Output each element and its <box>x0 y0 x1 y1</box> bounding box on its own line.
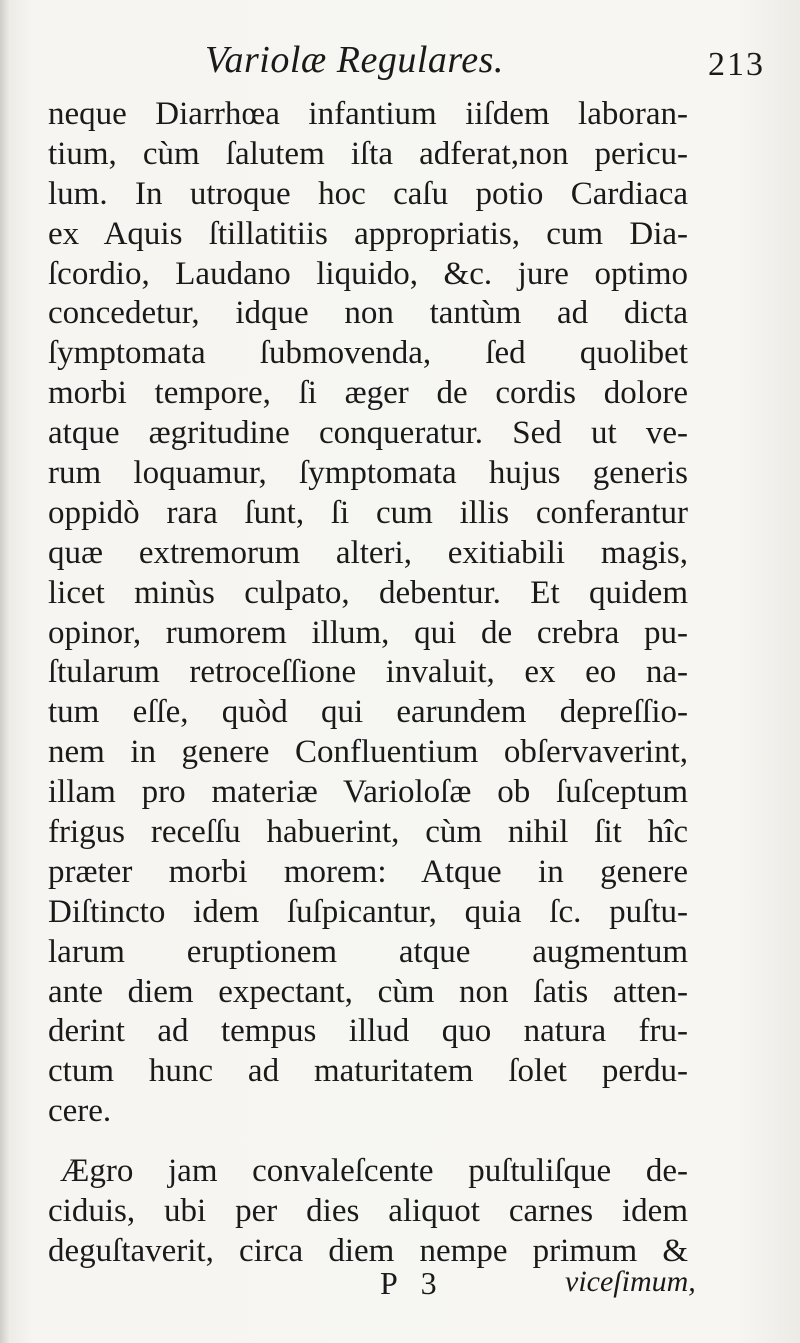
text-line: licet minùs culpato, debentur. Et quidem <box>48 574 688 611</box>
paragraph-2 <box>48 1152 688 1272</box>
text-line: ſtularum retroceſſione invaluit, ex eo na- <box>48 654 688 691</box>
text-line: nem in genere Confluentium obſervaverint, <box>48 734 688 771</box>
text-line: morbi tempore, ſi æger de cordis dolore <box>48 375 688 412</box>
body-text <box>48 95 688 1272</box>
paragraph-gap <box>48 1132 688 1152</box>
text-line: concedetur, idque non tantùm ad dicta <box>48 295 688 332</box>
text-line: oppidò rara ſunt, ſi cum illis conferantur <box>48 494 688 531</box>
text-line: derint ad tempus illud quo natura fru- <box>48 1013 688 1050</box>
text-line: opinor, rumorem illum, qui de crebra pu- <box>48 614 688 651</box>
text-line: ſcordio, Laudano liquido, &c. jure optimo <box>48 255 688 292</box>
page-footer <box>0 1255 800 1305</box>
page-number: 213 <box>708 46 765 83</box>
text-line: tium, cùm ſalutem iſta adferat,non pericu- <box>48 135 688 172</box>
text-line: rum loquamur, ſymptomata hujus generis <box>48 455 688 492</box>
text-line: præter morbi morem: Atque in genere <box>48 853 688 890</box>
paragraph-1 <box>48 95 688 1132</box>
text-line: atque ægritudine conqueratur. Sed ut ve- <box>48 415 688 452</box>
text-line: ſymptomata ſubmovenda, ſed quolibet <box>48 335 688 372</box>
text-line: ciduis, ubi per dies aliquot carnes idem <box>48 1193 688 1230</box>
signature-mark: P 3 <box>380 1265 445 1301</box>
text-line: ex Aquis ſtillatitiis appropriatis, cum Dia- <box>48 215 688 252</box>
running-head: Variolæ Regulares. <box>205 39 504 81</box>
text-line: tum eſſe, quòd qui earundem depreſſio- <box>48 694 688 731</box>
text-line: Ægro jam convaleſcente puſtuliſque de- <box>60 1153 688 1190</box>
page-gutter-shadow <box>0 0 10 1343</box>
page-header <box>0 38 800 88</box>
text-line: neque Diarrhœa infantium iiſdem laboran- <box>48 96 688 132</box>
text-line: deguſtaverit, circa diem nempe primum & <box>48 1232 688 1269</box>
text-line: illam pro materiæ Varioloſæ ob ſuſceptum <box>48 774 688 811</box>
text-line: cere. <box>48 1093 112 1130</box>
text-line: lum. In utroque hoc caſu potio Cardiaca <box>48 175 688 212</box>
text-line: Diſtincto idem ſuſpicantur, quia ſc. puſtu- <box>48 893 688 930</box>
text-line: quæ extremorum alteri, exitiabili magis, <box>48 534 688 571</box>
text-line: ctum hunc ad maturitatem ſolet perdu- <box>48 1053 688 1090</box>
text-line: ante diem expectant, cùm non ſatis atten- <box>48 973 688 1010</box>
catchword: viceſimum, <box>565 1265 696 1298</box>
text-line: larum eruptionem atque augmentum <box>48 933 688 970</box>
text-line: frigus receſſu habuerint, cùm nihil ſit hîc <box>48 814 688 851</box>
